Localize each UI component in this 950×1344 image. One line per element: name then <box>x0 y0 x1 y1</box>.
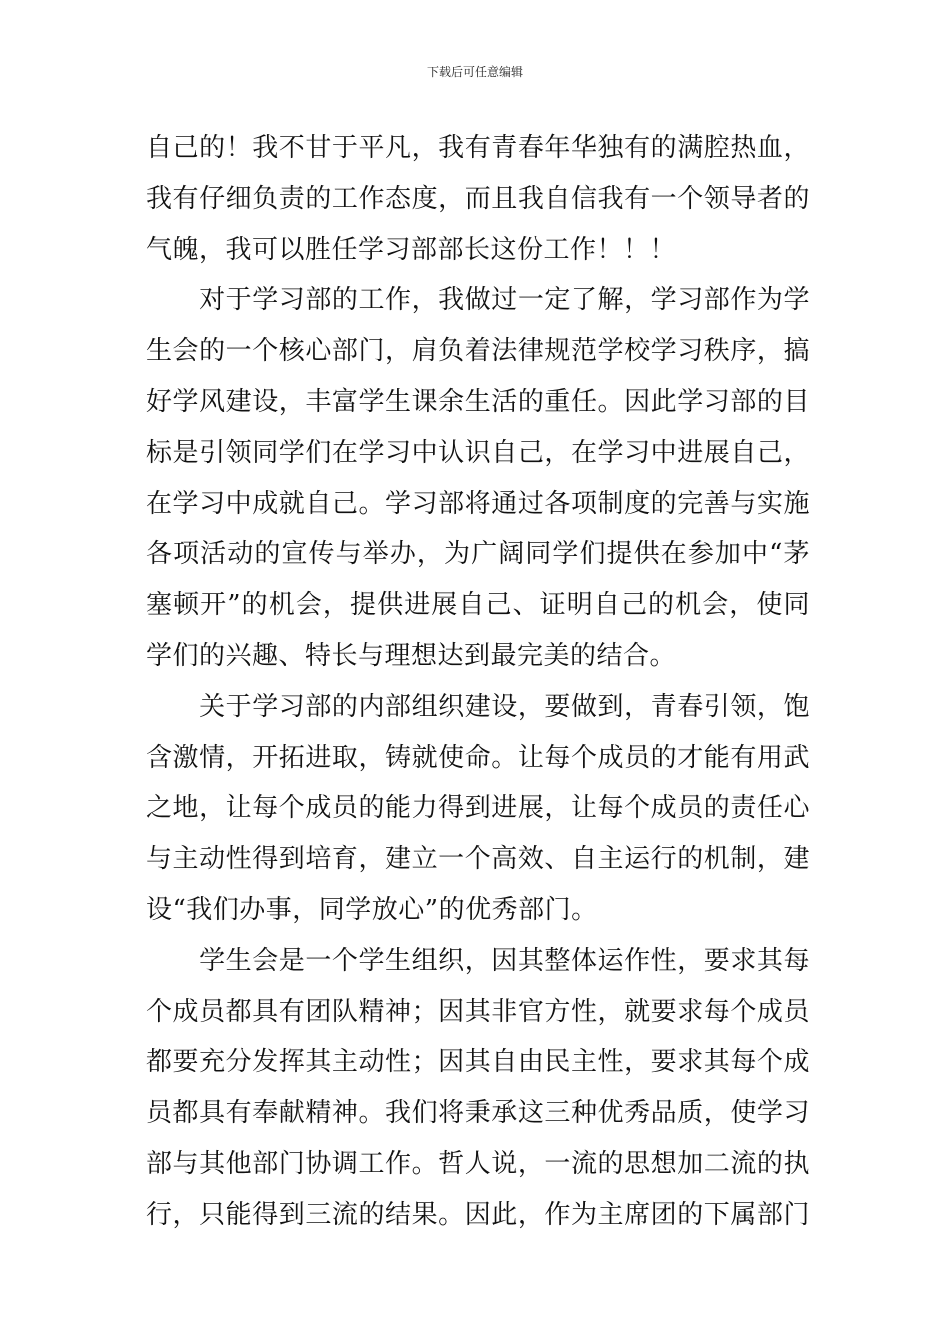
text-line: 员都具有奉献精神。我们将秉承这三种优秀品质，使学习 <box>146 1098 810 1129</box>
text-line: 与主动性得到培育，建立一个高效、自主运行的机制，建 <box>146 844 810 875</box>
text-line: 各项活动的宣传与举办，为广阔同学们提供在参加中“茅 <box>146 539 810 570</box>
text-line: 生会的一个核心部门，肩负着法律规范学校学习秩序，搞 <box>146 336 810 367</box>
text-line: 我有仔细负责的工作态度，而且我自信我有一个领导者的 <box>146 183 810 214</box>
text-line: 行，只能得到三流的结果。因此，作为主席团的下属部门 <box>146 1199 810 1230</box>
text-line: 都要充分发挥其主动性；因其自由民主性，要求其每个成 <box>146 1047 810 1078</box>
text-line: 设“我们办事，同学放心”的优秀部门。 <box>146 894 598 925</box>
text-line: 学们的兴趣、特长与理想达到最完美的结合。 <box>146 640 677 671</box>
text-line: 个成员都具有团队精神；因其非官方性，就要求每个成员 <box>146 996 810 1027</box>
text-line: 部与其他部门协调工作。哲人说，一流的思想加二流的执 <box>146 1148 810 1179</box>
text-line: 标是引领同学们在学习中认识自己，在学习中进展自己， <box>146 437 810 468</box>
text-line: 学生会是一个学生组织，因其整体运作性，要求其每 <box>146 945 810 976</box>
page-header: 下载后可任意编辑 <box>426 65 523 79</box>
text-line: 对于学习部的工作，我做过一定了解，学习部作为学 <box>146 285 810 316</box>
document-body <box>146 128 810 1246</box>
text-line: 塞顿开”的机会，提供进展自己、证明自己的机会，使同 <box>146 590 810 621</box>
text-line: 气魄，我可以胜任学习部部长这份工作！！！ <box>146 234 677 265</box>
text-line: 好学风建设，丰富学生课余生活的重任。因此学习部的目 <box>146 386 810 417</box>
text-line: 之地，让每个成员的能力得到进展，让每个成员的责任心 <box>146 793 810 824</box>
text-line: 自己的！我不甘于平凡，我有青春年华独有的满腔热血， <box>146 133 810 163</box>
text-line: 在学习中成就自己。学习部将通过各项制度的完善与实施 <box>146 488 810 519</box>
text-line: 关于学习部的内部组织建设，要做到，青春引领，饱 <box>146 691 810 722</box>
text-line: 含激情，开拓进取，铸就使命。让每个成员的才能有用武 <box>146 742 810 773</box>
